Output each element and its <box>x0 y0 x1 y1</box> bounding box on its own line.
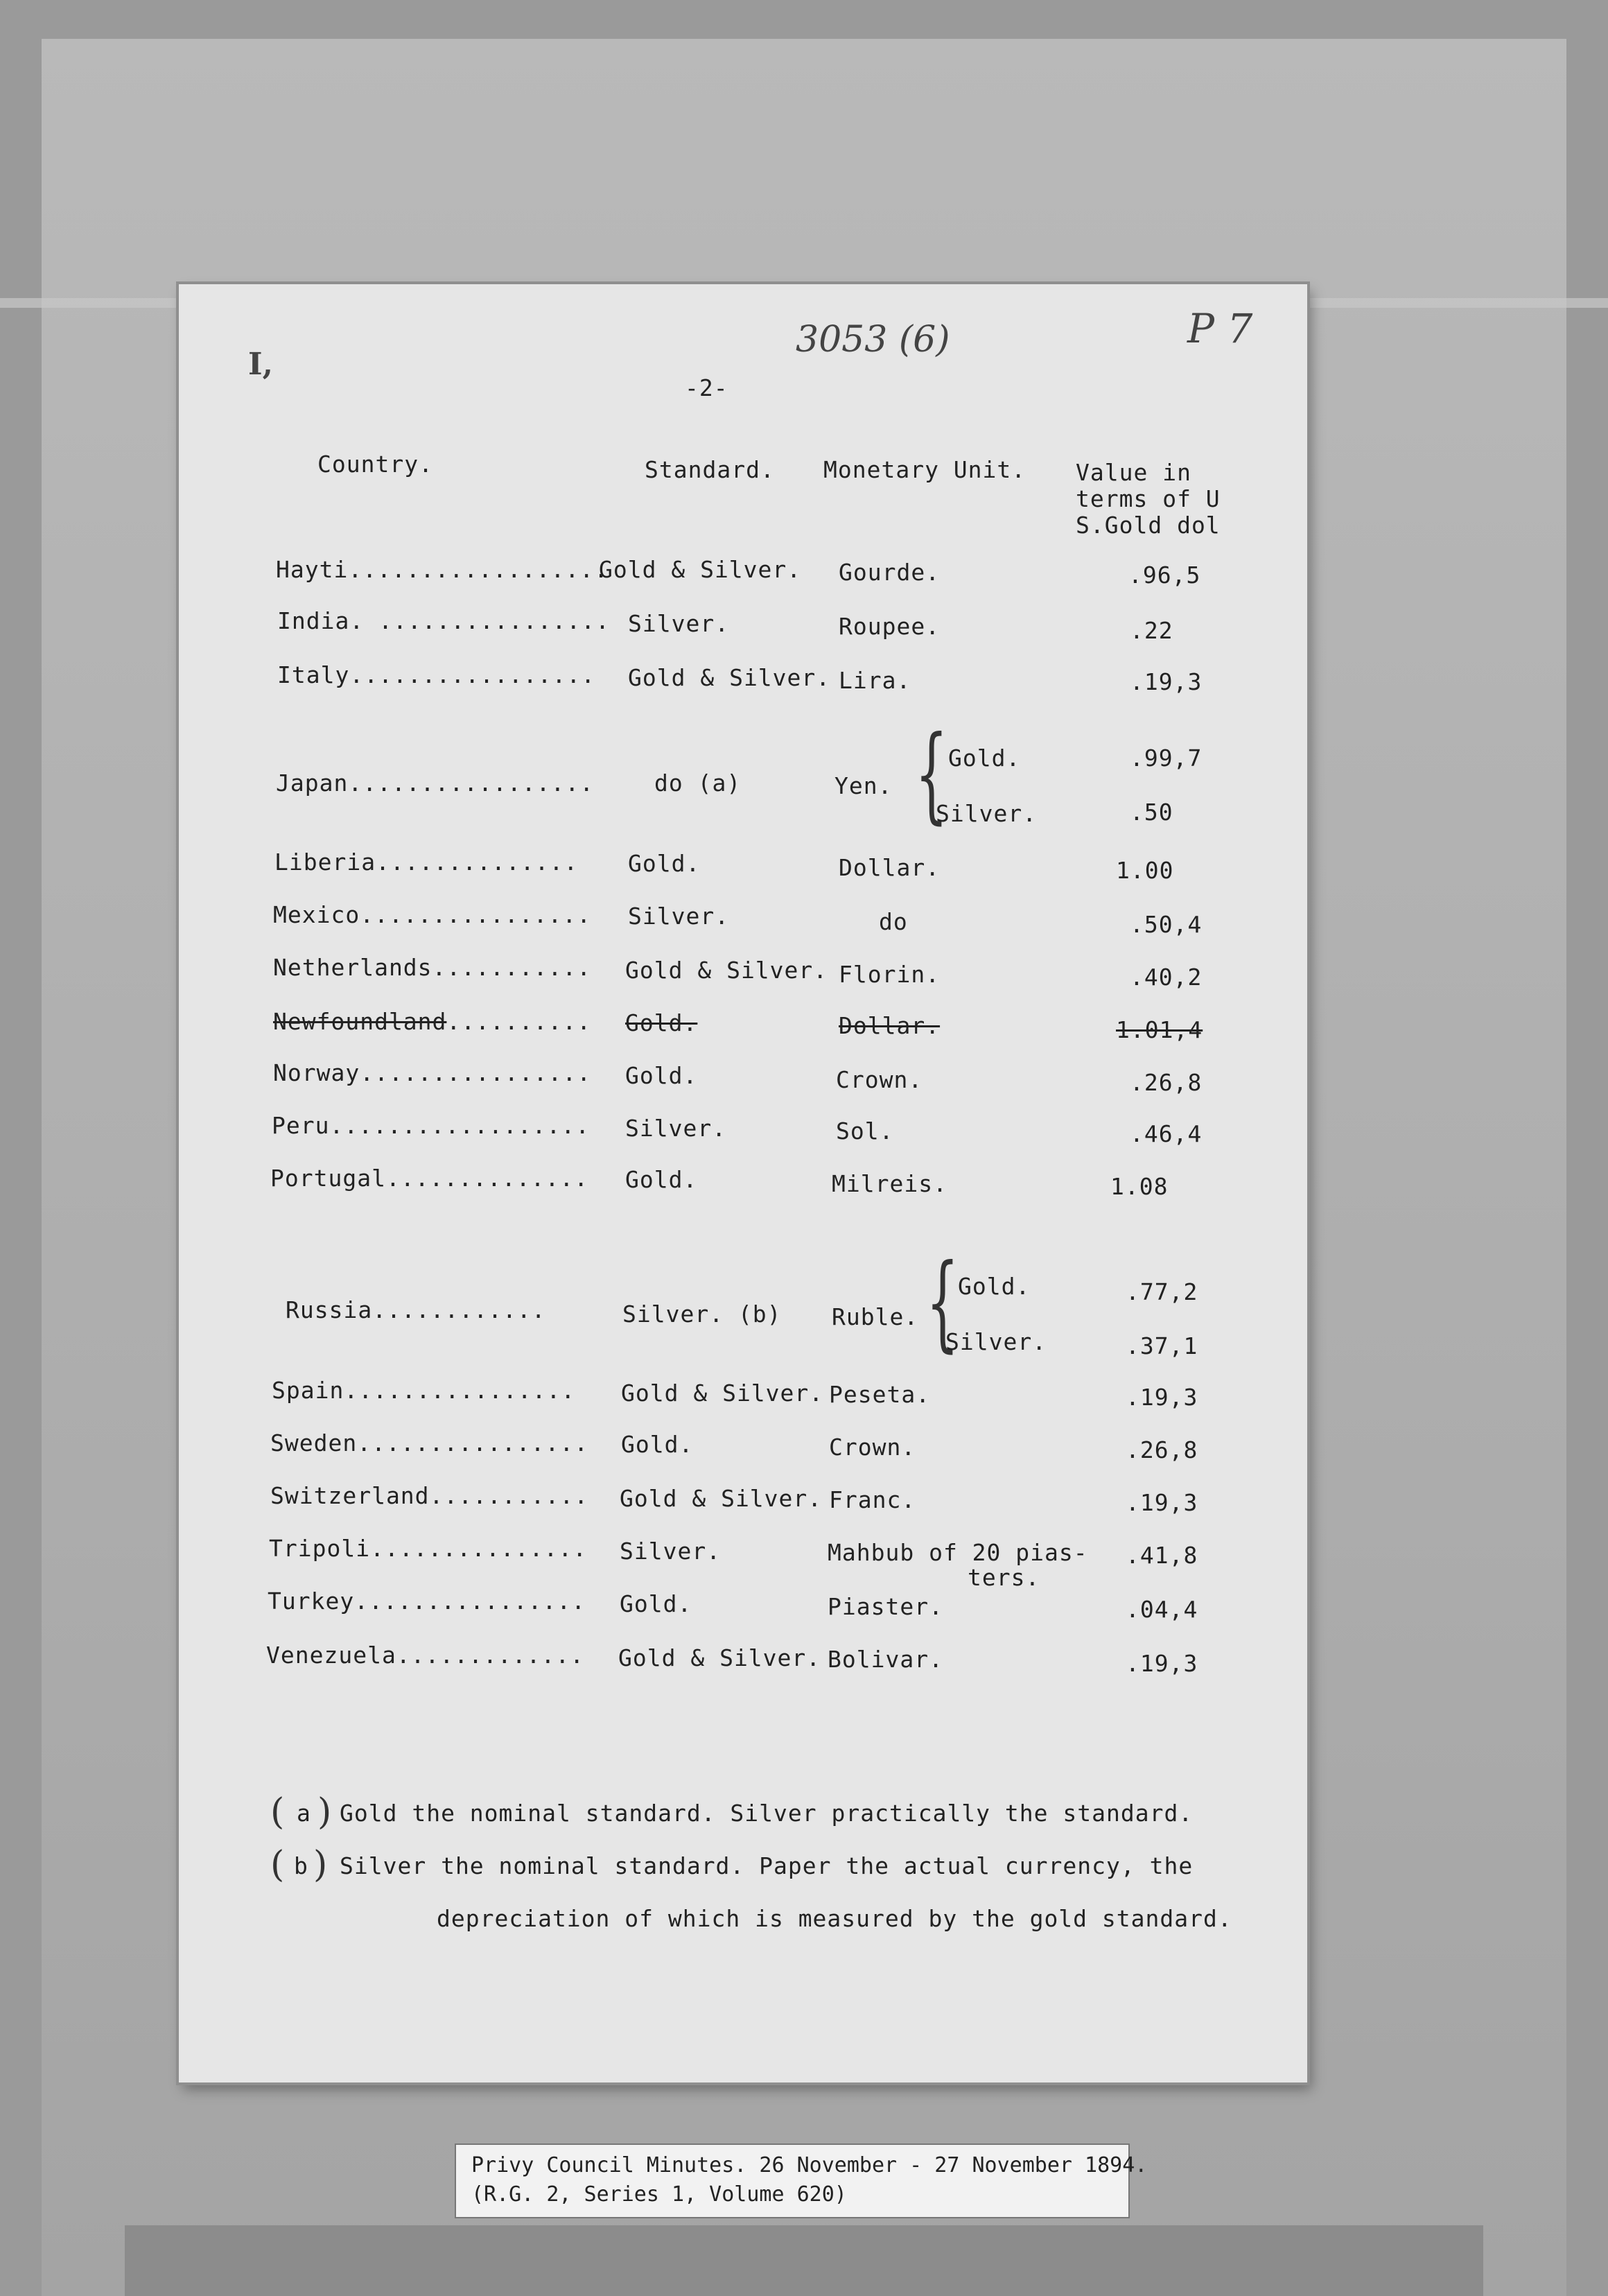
standard-norway: Gold. <box>625 1062 698 1089</box>
country-liberia: Liberia.............. <box>274 849 579 876</box>
value-silver-japan: .50 <box>1130 799 1173 826</box>
value-sweden: .26,8 <box>1126 1436 1198 1463</box>
value-silver-russia: .37,1 <box>1126 1332 1198 1359</box>
film-bottom-edge <box>125 2225 1483 2296</box>
archive-label-line1: Privy Council Minutes. 26 November - 27 November 1894. <box>471 2153 1148 2177</box>
brace-russia: { <box>926 1242 959 1363</box>
handwritten-page-mark: P 7 <box>1187 305 1253 352</box>
value-tripoli: .41,8 <box>1126 1542 1198 1569</box>
unit-russia: Ruble. <box>832 1303 919 1330</box>
standard-spain: Gold & Silver. <box>621 1380 824 1407</box>
note-b-mark: b <box>294 1852 308 1879</box>
standard-mexico: Silver. <box>628 903 730 930</box>
unit-japan: Yen. <box>834 772 893 799</box>
handwritten-corner-mark: I, <box>248 347 273 382</box>
value-netherlands: .40,2 <box>1130 964 1203 991</box>
note-b-open-paren: ( <box>270 1844 285 1886</box>
standard-sweden: Gold. <box>621 1431 694 1458</box>
header-value-line2: terms of U <box>1076 485 1221 512</box>
unit-portugal: Milreis. <box>832 1170 947 1197</box>
value-hayti: .96,5 <box>1128 562 1201 589</box>
country-netherlands: Netherlands........... <box>273 954 592 981</box>
country-portugal: Portugal.............. <box>270 1165 589 1192</box>
country-tripoli: Tripoli............... <box>269 1535 588 1562</box>
unit-norway: Crown. <box>836 1066 923 1093</box>
standard-portugal: Gold. <box>625 1166 698 1193</box>
note-b-text-cont: depreciation of which is measured by the gold standard. <box>437 1905 1232 1932</box>
sub-silver-japan: Silver. <box>936 800 1038 827</box>
standard-newfoundland: Gold. <box>625 1009 698 1036</box>
value-newfoundland: 1.01,4 <box>1116 1016 1203 1043</box>
value-gold-russia: .77,2 <box>1126 1278 1198 1305</box>
country-japan: Japan................. <box>276 769 595 797</box>
standard-peru: Silver. <box>625 1115 727 1142</box>
value-portugal: 1.08 <box>1110 1173 1169 1200</box>
unit-spain: Peseta. <box>829 1381 931 1408</box>
country-venezuela: Venezuela............. <box>266 1642 585 1669</box>
header-value-line3: S.Gold dol <box>1076 512 1221 539</box>
country-india: India. ................ <box>277 607 610 634</box>
value-spain: .19,3 <box>1126 1384 1198 1411</box>
standard-turkey: Gold. <box>620 1590 692 1617</box>
standard-venezuela: Gold & Silver. <box>618 1644 821 1671</box>
value-norway: .26,8 <box>1130 1069 1203 1096</box>
country-norway: Norway................ <box>273 1059 592 1086</box>
country-mexico: Mexico................ <box>273 901 592 928</box>
unit-liberia: Dollar. <box>839 854 941 881</box>
archive-label-line2: (R.G. 2, Series 1, Volume 620) <box>471 2182 847 2207</box>
header-value-line1: Value in <box>1076 459 1191 486</box>
value-liberia: 1.00 <box>1116 857 1174 884</box>
value-turkey: .04,4 <box>1126 1596 1198 1623</box>
unit-italy: Lira. <box>839 667 911 694</box>
value-mexico: .50,4 <box>1130 911 1203 938</box>
standard-italy: Gold & Silver. <box>628 664 831 691</box>
note-a-text: Gold the nominal standard. Silver practically the standard. <box>340 1800 1194 1827</box>
standard-netherlands: Gold & Silver. <box>625 957 828 984</box>
unit-hayti: Gourde. <box>839 559 941 586</box>
country-italy: Italy................. <box>277 661 596 688</box>
unit-newfoundland: Dollar. <box>839 1012 941 1039</box>
header-monetary-unit: Monetary Unit. <box>823 456 1026 483</box>
value-india: .22 <box>1130 617 1173 644</box>
standard-india: Silver. <box>628 610 730 637</box>
note-a-mark: a <box>297 1800 311 1827</box>
unit-netherlands: Florin. <box>839 961 941 988</box>
archive-label <box>455 2143 1148 2218</box>
value-switzerland: .19,3 <box>1126 1489 1198 1516</box>
standard-liberia: Gold. <box>628 850 701 877</box>
standard-tripoli: Silver. <box>620 1538 722 1565</box>
unit-sweden: Crown. <box>829 1434 916 1461</box>
standard-japan: do (a) <box>654 769 742 797</box>
country-russia: Russia............ <box>286 1296 546 1323</box>
unit-tripoli: Mahbub of 20 pias- <box>828 1539 1088 1566</box>
note-a-close-paren: ) <box>317 1791 332 1833</box>
standard-switzerland: Gold & Silver. <box>620 1485 823 1512</box>
header-standard: Standard. <box>645 456 775 483</box>
unit-turkey: Piaster. <box>828 1593 943 1620</box>
country-peru: Peru.................. <box>272 1112 591 1139</box>
standard-hayti: Gold & Silver. <box>599 556 802 583</box>
handwritten-reference: 3053 (6) <box>796 319 950 360</box>
country-sweden: Sweden................ <box>270 1429 589 1456</box>
unit-tripoli-cont: ters. <box>968 1564 1040 1591</box>
sub-silver-russia: Silver. <box>945 1328 1047 1355</box>
brace-japan: { <box>915 714 948 835</box>
country-spain: Spain................ <box>272 1377 576 1404</box>
unit-switzerland: Franc. <box>829 1486 916 1513</box>
country-newfoundland: Newfoundland.......... <box>273 1008 592 1035</box>
country-hayti: Hayti.................. <box>276 556 609 583</box>
page-number: -2- <box>685 374 728 401</box>
sub-gold-japan: Gold. <box>948 745 1021 772</box>
country-turkey: Turkey................ <box>268 1588 586 1615</box>
standard-russia: Silver. (b) <box>622 1301 782 1328</box>
unit-mexico: do <box>879 908 908 935</box>
unit-venezuela: Bolivar. <box>828 1646 943 1673</box>
value-venezuela: .19,3 <box>1126 1650 1198 1677</box>
value-gold-japan: .99,7 <box>1130 745 1203 772</box>
note-b-text: Silver the nominal standard. Paper the actual currency, the <box>340 1852 1194 1879</box>
unit-peru: Sol. <box>836 1117 894 1145</box>
unit-india: Roupee. <box>839 613 941 640</box>
value-italy: .19,3 <box>1130 668 1203 695</box>
note-a-open-paren: ( <box>270 1791 285 1833</box>
document-page <box>179 284 1307 2082</box>
note-b-close-paren: ) <box>313 1844 328 1886</box>
header-country: Country. <box>317 451 433 478</box>
sub-gold-russia: Gold. <box>958 1273 1031 1300</box>
value-peru: .46,4 <box>1130 1120 1203 1147</box>
country-switzerland: Switzerland........... <box>270 1482 589 1509</box>
